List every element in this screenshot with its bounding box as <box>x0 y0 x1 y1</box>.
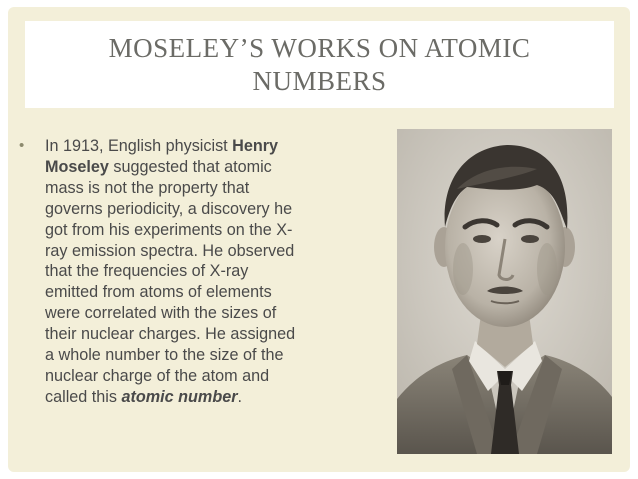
term-atomic-number: atomic number <box>121 387 238 406</box>
title-box <box>25 21 614 108</box>
portrait-illustration <box>397 129 612 454</box>
text-line: their nuclear charges. He assigned <box>45 325 296 344</box>
text-line <box>45 387 364 408</box>
title-line-2: NUMBERS <box>252 65 387 96</box>
text-line <box>45 157 364 178</box>
text-line: ray emission spectra. He observed <box>45 241 295 260</box>
bold-name: Moseley <box>45 157 109 176</box>
text-run: . <box>237 387 243 406</box>
portrait-photo <box>397 129 612 454</box>
text-line: a whole number to the size of the <box>45 346 284 365</box>
text-line: emitted from atoms of elements <box>45 283 272 302</box>
text-run: In 1913, English physicist <box>45 137 233 155</box>
slide-title <box>109 32 531 98</box>
text-line: mass is not the property that <box>45 178 250 197</box>
text-line: nuclear charge of the atom and <box>45 366 270 385</box>
bullet-paragraph <box>19 136 364 408</box>
text-line: that the frequencies of X-ray <box>45 262 249 281</box>
text-run: suggested that atomic <box>108 157 272 176</box>
title-line-1: MOSELEY’S WORKS ON ATOMIC <box>108 32 531 63</box>
text-run: called this <box>45 387 122 406</box>
bullet-marker: • <box>19 137 25 154</box>
text-line: governs periodicity, a discovery he <box>45 199 293 218</box>
bold-name: Henry <box>232 137 279 155</box>
text-line: got from his experiments on the X- <box>45 220 293 239</box>
text-line: were correlated with the sizes of <box>45 304 277 323</box>
text-line <box>45 136 364 157</box>
